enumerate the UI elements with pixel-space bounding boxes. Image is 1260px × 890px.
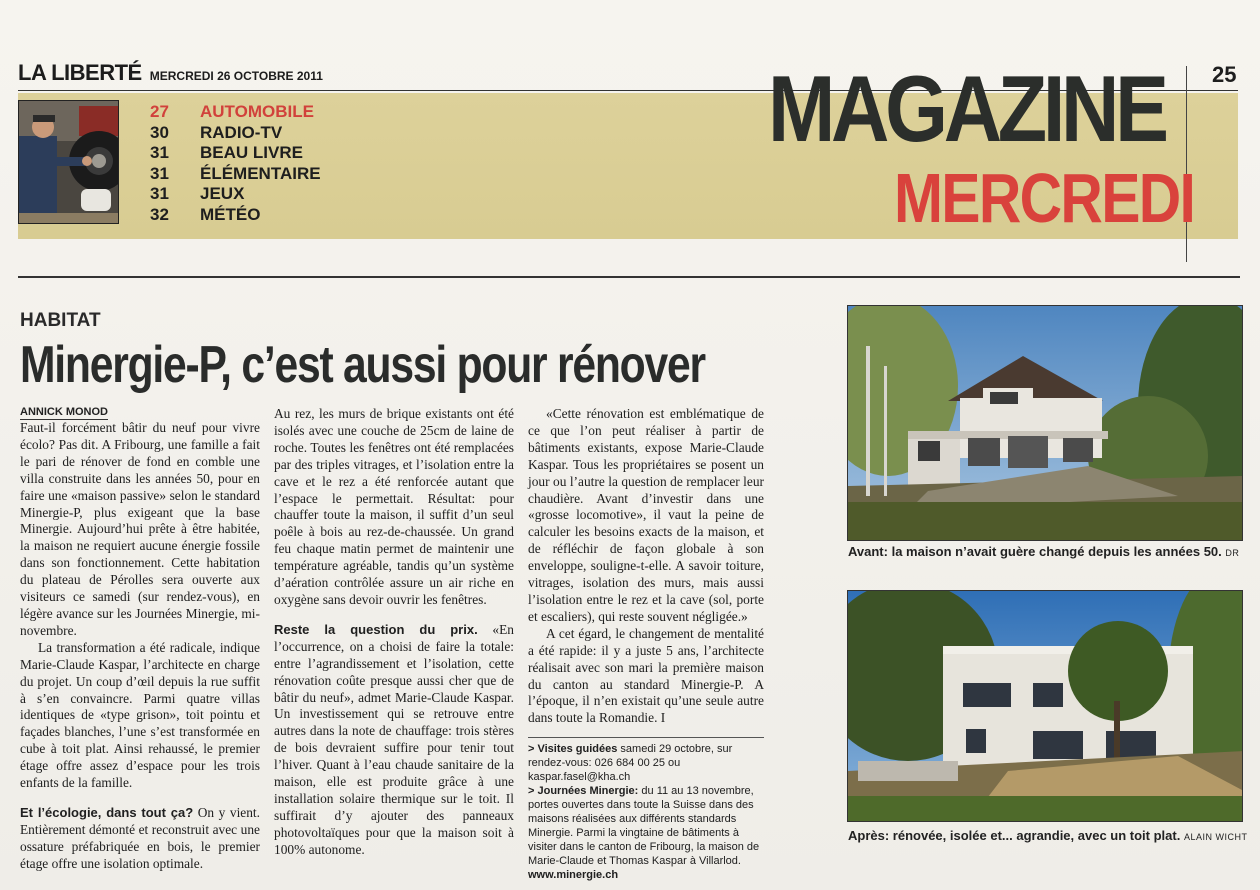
paragraph-text: On y vient. Entièrement démonté et reconstruit avec une ossature préfabriquée en bois, le premier étage offre une isolation optimale. (20, 804, 260, 871)
photo-caption (848, 544, 1239, 559)
info-text: du 11 au 13 novembre, portes ouvertes dans toute la Suisse dans des maisons réalisées aux différents standards Minergie. Parmi la vingtaine de bâtiments à visiter dans le canton de Fribourg, la maison de Marie-Claude et Thomas Kaspar à Villarlod. (528, 785, 760, 868)
toc-item[interactable] (150, 164, 321, 185)
page-number: 25 (1212, 62, 1237, 87)
caption-text: Après: rénovée, isolée et... agrandie, avec un toit plat. (848, 828, 1181, 843)
house-before-image (848, 306, 1243, 541)
toc-page-number: 32 (150, 204, 169, 224)
toc-label: MÉTÉO (200, 204, 261, 224)
mechanic-tyre-image (19, 101, 119, 224)
masthead (18, 60, 323, 86)
house-before-photo (847, 305, 1243, 541)
paragraph: Faut-il forcément bâtir du neuf pour vivre écolo? Pas dit. A Fribourg, une famille a fait le pari de rénover de fond en comble une villa construite dans les années 50, pour en faire une «maison passive» selon le standard Minergie-P, plus exigeant que la base Minergie. Aujourd’hui prête à être habitée, la maison ne requiert aucune énergie fossile dans son fonctionnement. Cette habitation du plateau de Pérolles sera ouverte aux visiteurs ce samedi (sur rendez-vous), en légère avance sur les Journées Minergie, mi-novembre. (20, 420, 260, 638)
toc-label: BEAU LIVRE (200, 143, 303, 162)
article-kicker: HABITAT (20, 310, 101, 331)
article-headline: Minergie-P, c’est aussi pour rénover (20, 336, 705, 394)
toc-item[interactable] (150, 123, 321, 144)
toc-label: ÉLÉMENTAIRE (200, 163, 321, 183)
automobile-thumbnail-photo (18, 100, 119, 224)
article-column-3 (528, 406, 764, 882)
toc-page-number: 30 (150, 122, 169, 142)
article-column-1 (20, 420, 260, 873)
toc-page-number: 31 (150, 143, 169, 162)
section-title: MAGAZINE (768, 56, 1165, 161)
paragraph: A cet égard, le changement de mentalité a été rapide: il y a juste 5 ans, l’architecte réalisait avec son mari la première maison du canton au standard Minergie-P. A l’époque, il n’en existait qu’une seule autre dans toute la Romandie. I (528, 625, 764, 726)
house-after-image (848, 591, 1243, 822)
info-visits (528, 742, 764, 784)
section-subtitle: MERCREDI (894, 159, 1195, 237)
subhead: Reste la question du prix. (274, 621, 478, 637)
photo-credit: DR (1225, 548, 1240, 558)
paragraph-text: «En l’occurrence, on a choisi de faire la totale: entre l’agrandissement et l’isolation, cette rénovation coûte presque aussi cher que de bâtir du neuf», admet Marie-Claude Kaspar. Un investissement qui se retrouve entre autres dans la note de chauffage: trois stères de bois devraient suffire pour tenir tout l’hiver. Quant à l’eau chaude sanitaire de la maison, elle est produite grâce à une installation solaire thermique sur le toit. Il suffirait d’y ajouter des panneaux photovoltaïques pour que la maison soit à 100% autonome. (274, 621, 514, 857)
photo-credit: ALAIN WICHT (1183, 832, 1248, 842)
website-link[interactable]: www.minergie.ch (528, 869, 619, 882)
article-byline: ANNICK MONOD (20, 406, 108, 418)
paragraph: Au rez, les murs de brique existants ont été isolés avec une couche de 25cm de laine de roche. Toutes les fenêtres ont été remplacées par des triples vitrages, et l’isolation entre la cave et le rez a été renforcée autant que l’espace le permettait. Résultat: pour chauffer toute la maison, il suffit d’un seul poêle à bois au rez-de-chaussée. Un grand feu chaque matin permet de maintenir une température agréable, tandis qu’un système d’aération contrôlée assure un air riche en oxygène sans devoir ouvrir les fenêtres. (274, 406, 514, 607)
section-index (150, 102, 321, 225)
toc-page-number: 31 (150, 163, 169, 183)
paper-name: LA LIBERTÉ (18, 60, 142, 85)
toc-page-number: 31 (150, 184, 169, 203)
toc-page-number: 27 (150, 102, 169, 121)
paragraph (20, 805, 260, 873)
info-box (528, 737, 764, 882)
info-label: > Journées Minergie: (528, 785, 639, 798)
paragraph: «Cette rénovation est emblématique de ce que l’on peut réaliser à partir de bâtiments existants, expose Marie-Claude Kaspar. Tous les propriétaires se posent un jour ou l’autre la question de remplacer leur chaudière. Avant d’investir dans une «grosse locomotive», il vaut la peine de calculer les besoins exacts de la maison, et de réfléchir de façon globale à son enveloppe, souligne-t-elle. A savoir toiture, vitrages, isolation des murs, mais aussi l’isolation entre le rez et la cave (sol, porte et escaliers), qui reste souvent négligée.» (528, 406, 764, 624)
section-separator (18, 276, 1240, 278)
toc-label: RADIO-TV (200, 122, 283, 142)
toc-item[interactable] (150, 143, 321, 164)
house-after-photo (847, 590, 1243, 822)
article-column-2 (274, 406, 514, 859)
subhead: Et l’écologie, dans tout ça? (20, 804, 194, 820)
info-label: > Visites guidées (528, 743, 618, 756)
toc-item[interactable] (150, 184, 321, 205)
paragraph: La transformation a été radicale, indique Marie-Claude Kaspar, l’architecte en charge du projet. Un coup d’œil depuis la rue suffit à s’en convaincre. Parmi quatre villas identiques de «type grison», toit pointu et façades blanches, l’une s’est transformée en cube à toit plat. Ainsi rehaussé, le premier étage offre assez d’espace pour les trois enfants de la famille. (20, 639, 260, 791)
paragraph (274, 622, 514, 859)
issue-date: MERCREDI 26 OCTOBRE 2011 (149, 69, 323, 83)
info-text: samedi 29 octobre, sur rendez-vous: 026 684 00 25 ou kaspar.fasel@kha.ch (528, 743, 733, 784)
toc-item[interactable] (150, 102, 321, 123)
toc-item[interactable] (150, 205, 321, 226)
photo-caption (848, 828, 1247, 843)
toc-label: AUTOMOBILE (200, 102, 314, 121)
toc-label: JEUX (200, 184, 245, 203)
caption-text: Avant: la maison n’avait guère changé depuis les années 50. (848, 544, 1222, 559)
info-minergie-days (528, 784, 764, 882)
